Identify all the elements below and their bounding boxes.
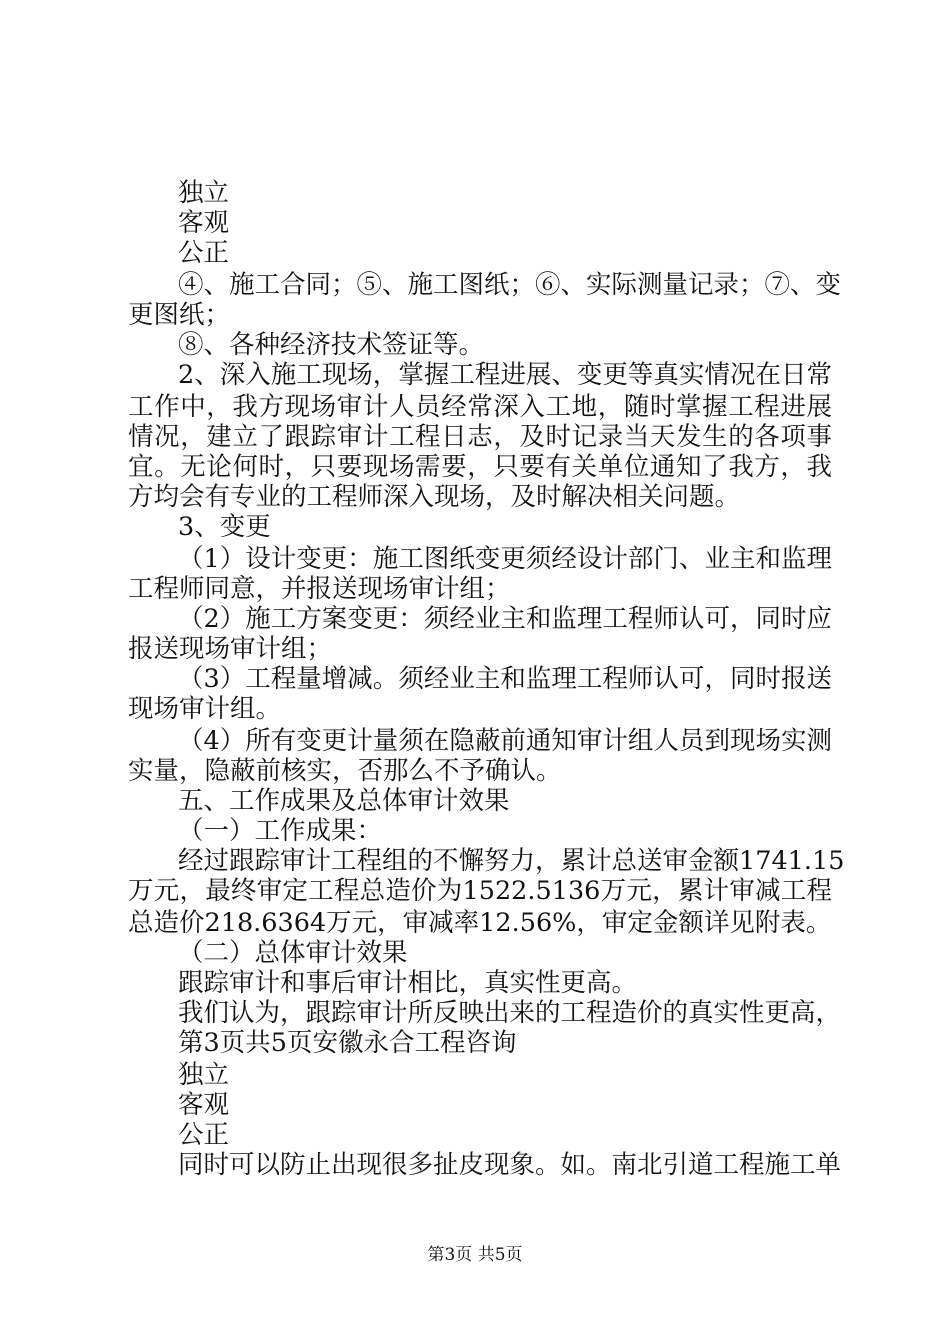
text-line-9: 情况，建立了跟踪审计工程日志，及时记录当天发生的各项事	[128, 422, 832, 452]
text-line-32: 公正	[178, 1120, 230, 1150]
text-line-22: （一）工作成果：	[178, 816, 383, 846]
text-line-7: 2、深入施工现场，掌握工程进展、变更等真实情况在日常	[178, 360, 832, 390]
text-line-26: （二）总体审计效果	[178, 938, 408, 968]
text-line-29: 第3页共5页安徽永合工程咨询	[178, 1028, 517, 1058]
text-line-19: （4）所有变更计量须在隐蔽前通知审计组人员到现场实测	[178, 726, 832, 756]
text-line-15: （2）施工方案变更：须经业主和监理工程师认可，同时应	[178, 604, 832, 634]
text-line-12: 3、变更	[178, 512, 271, 542]
text-line-18: 现场审计组。	[128, 694, 282, 724]
text-line-28: 我们认为，跟踪审计所反映出来的工程造价的真实性更高，	[178, 998, 842, 1028]
text-line-23: 经过跟踪审计工程组的不懈努力，累计总送审金额1741.15	[178, 846, 845, 876]
text-line-31: 客观	[178, 1090, 230, 1120]
text-line-3: 公正	[178, 238, 230, 268]
text-line-1: 独立	[178, 178, 230, 208]
text-line-8: 工作中，我方现场审计人员经常深入工地，随时掌握工程进展	[128, 392, 832, 422]
text-line-24: 万元，最终审定工程总造价为1522.5136万元，累计审减工程	[128, 876, 832, 906]
text-line-33: 同时可以防止出现很多扯皮现象。如。南北引道工程施工单	[178, 1150, 842, 1180]
text-line-11: 方均会有专业的工程师深入现场，及时解决相关问题。	[128, 482, 741, 512]
text-line-2: 客观	[178, 208, 230, 238]
text-line-27: 跟踪审计和事后审计相比，真实性更高。	[178, 968, 638, 998]
text-line-14: 工程师同意，并报送现场审计组；	[128, 574, 511, 604]
text-line-6: ⑧、各种经济技术签证等。	[178, 330, 485, 360]
text-line-10: 宜。无论何时，只要现场需要，只要有关单位通知了我方，我	[128, 452, 832, 482]
text-line-5: 更图纸；	[128, 300, 231, 330]
text-line-13: （1）设计变更：施工图纸变更须经设计部门、业主和监理	[178, 544, 832, 574]
text-line-16: 报送现场审计组；	[128, 634, 333, 664]
text-line-25: 总造价218.6364万元，审减率12.56%，审定金额详见附表。	[128, 908, 832, 938]
text-line-17: （3）工程量增减。须经业主和监理工程师认可，同时报送	[178, 664, 832, 694]
page-footer: 第3页 共5页	[427, 1245, 523, 1265]
text-line-30: 独立	[178, 1060, 230, 1090]
text-line-4: ④、施工合同；⑤、施工图纸；⑥、实际测量记录；⑦、变	[178, 270, 842, 300]
text-line-21: 五、工作成果及总体审计效果	[178, 786, 510, 816]
text-line-20: 实量，隐蔽前核实，否那么不予确认。	[128, 756, 562, 786]
